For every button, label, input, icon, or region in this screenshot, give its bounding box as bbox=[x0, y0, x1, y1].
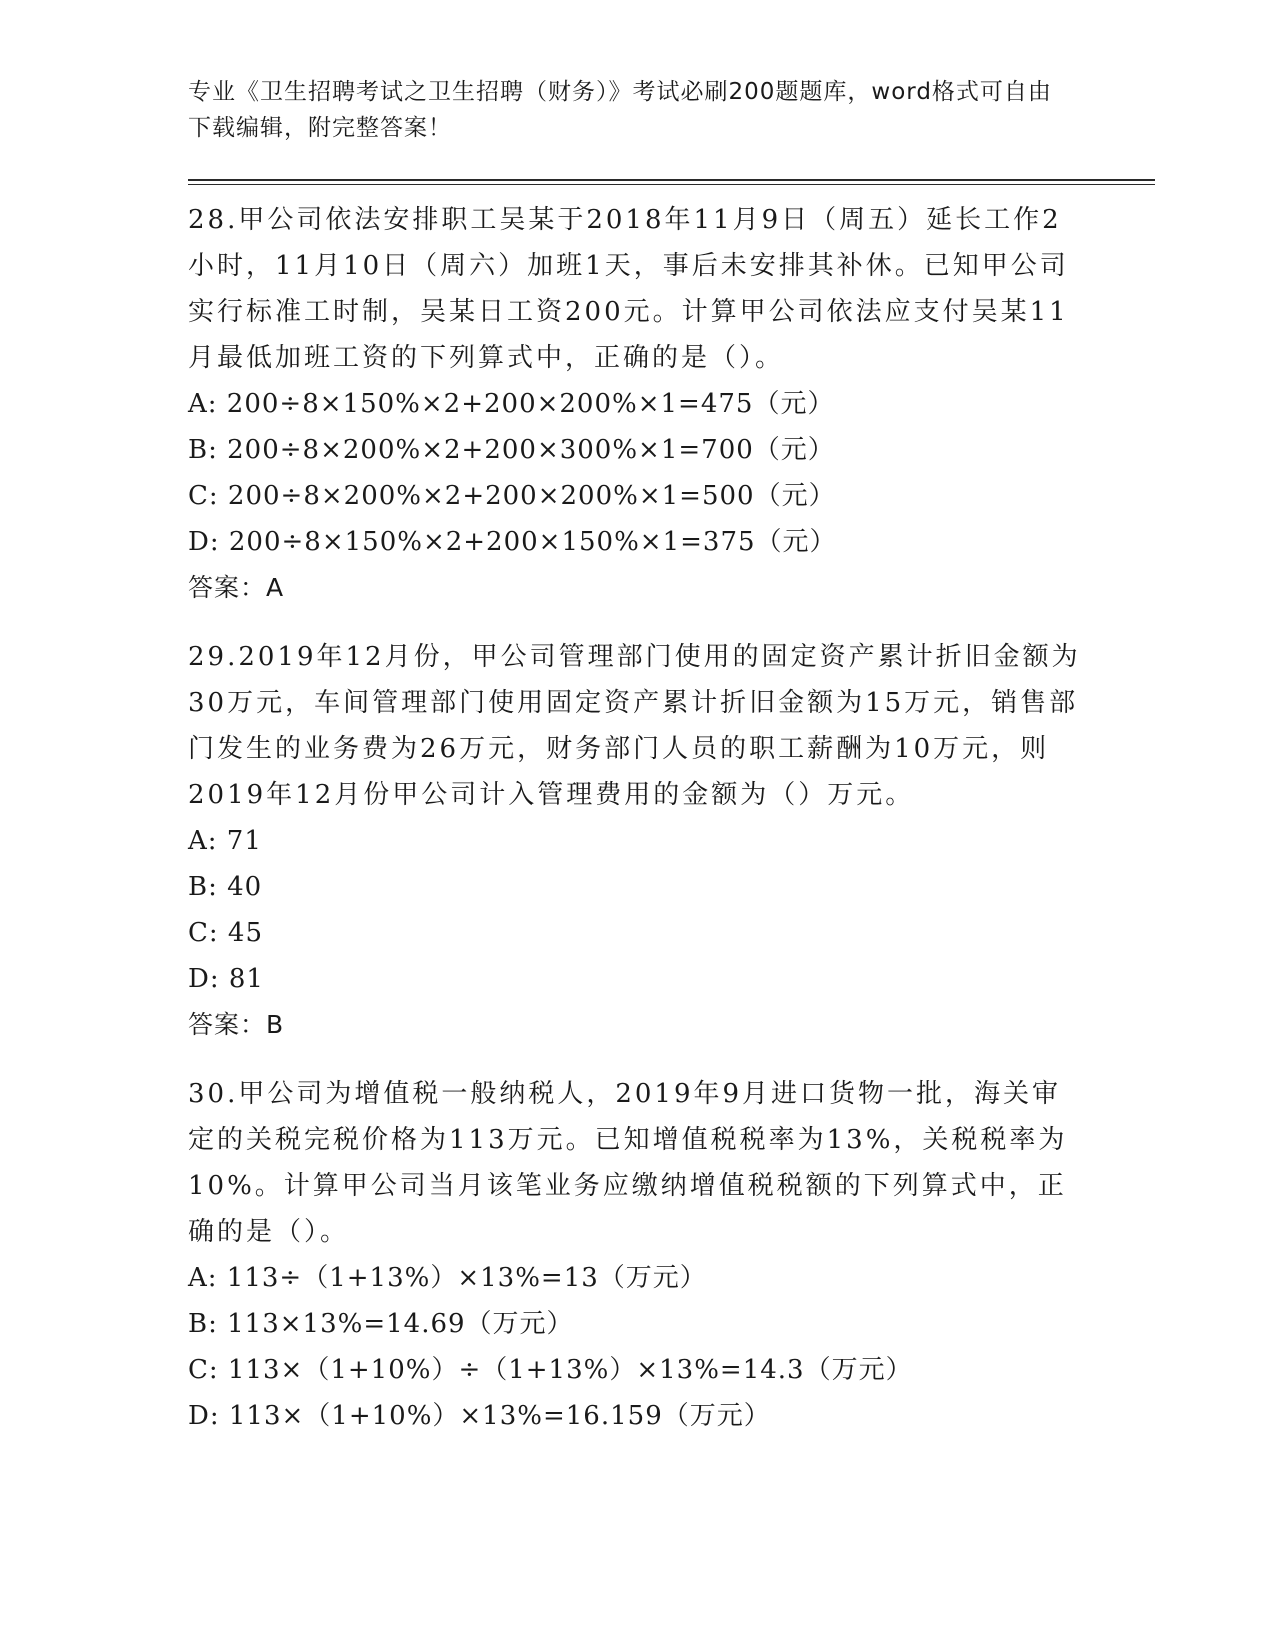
question-stem: 29.2019年12月份，甲公司管理部门使用的固定资产累计折旧金额为30万元，车间管理部门使用固定资产累计折旧金额为15万元，销售部门发生的业务费为26万元，财务部门人员的职工薪酬为10万元，则2019年12月份甲公司计入管理费用的金额为（）万元。 bbox=[188, 642, 1081, 810]
option-b: B: 40 bbox=[188, 872, 263, 902]
answer-line: 答案：B bbox=[188, 1010, 285, 1039]
question-29 bbox=[188, 634, 1088, 1048]
option-b: B: 113×13%=14.69（万元） bbox=[188, 1309, 574, 1339]
option-a: A: 113÷（1+13%）×13%=13（万元） bbox=[188, 1263, 707, 1293]
option-c: C: 113×（1+10%）÷（1+13%）×13%=14.3（万元） bbox=[188, 1355, 913, 1385]
question-stem: 28.甲公司依法安排职工吴某于2018年11月9日（周五）延长工作2小时，11月10日（周六）加班1天，事后未安排其补休。已知甲公司实行标准工时制，吴某日工资200元。计算甲公司依法应支付吴某11月最低加班工资的下列算式中，正确的是（）。 bbox=[188, 205, 1069, 373]
question-28 bbox=[188, 197, 1088, 611]
header-rule-thin bbox=[188, 184, 1155, 185]
question-30 bbox=[188, 1071, 1088, 1439]
option-b: B: 200÷8×200%×2+200×300%×1=700（元） bbox=[188, 435, 835, 465]
option-d: D: 113×（1+10%）×13%=16.159（万元） bbox=[188, 1401, 771, 1431]
header-rule-thick bbox=[188, 179, 1155, 181]
document-header: 专业《卫生招聘考试之卫生招聘（财务）》考试必刷200题题库，word格式可自由下载编辑，附完整答案！ bbox=[188, 79, 1052, 141]
question-stem: 30.甲公司为增值税一般纳税人，2019年9月进口货物一批，海关审定的关税完税价格为113万元。已知增值税税率为13%，关税税率为10%。计算甲公司当月该笔业务应缴纳增值税税额的下列算式中，正确的是（）。 bbox=[188, 1079, 1068, 1247]
option-c: C: 45 bbox=[188, 918, 264, 948]
option-d: D: 81 bbox=[188, 964, 264, 994]
option-a: A: 71 bbox=[188, 826, 262, 856]
option-d: D: 200÷8×150%×2+200×150%×1=375（元） bbox=[188, 527, 837, 557]
option-a: A: 200÷8×150%×2+200×200%×1=475（元） bbox=[188, 389, 835, 419]
option-c: C: 200÷8×200%×2+200×200%×1=500（元） bbox=[188, 481, 836, 511]
answer-line: 答案：A bbox=[188, 573, 285, 602]
